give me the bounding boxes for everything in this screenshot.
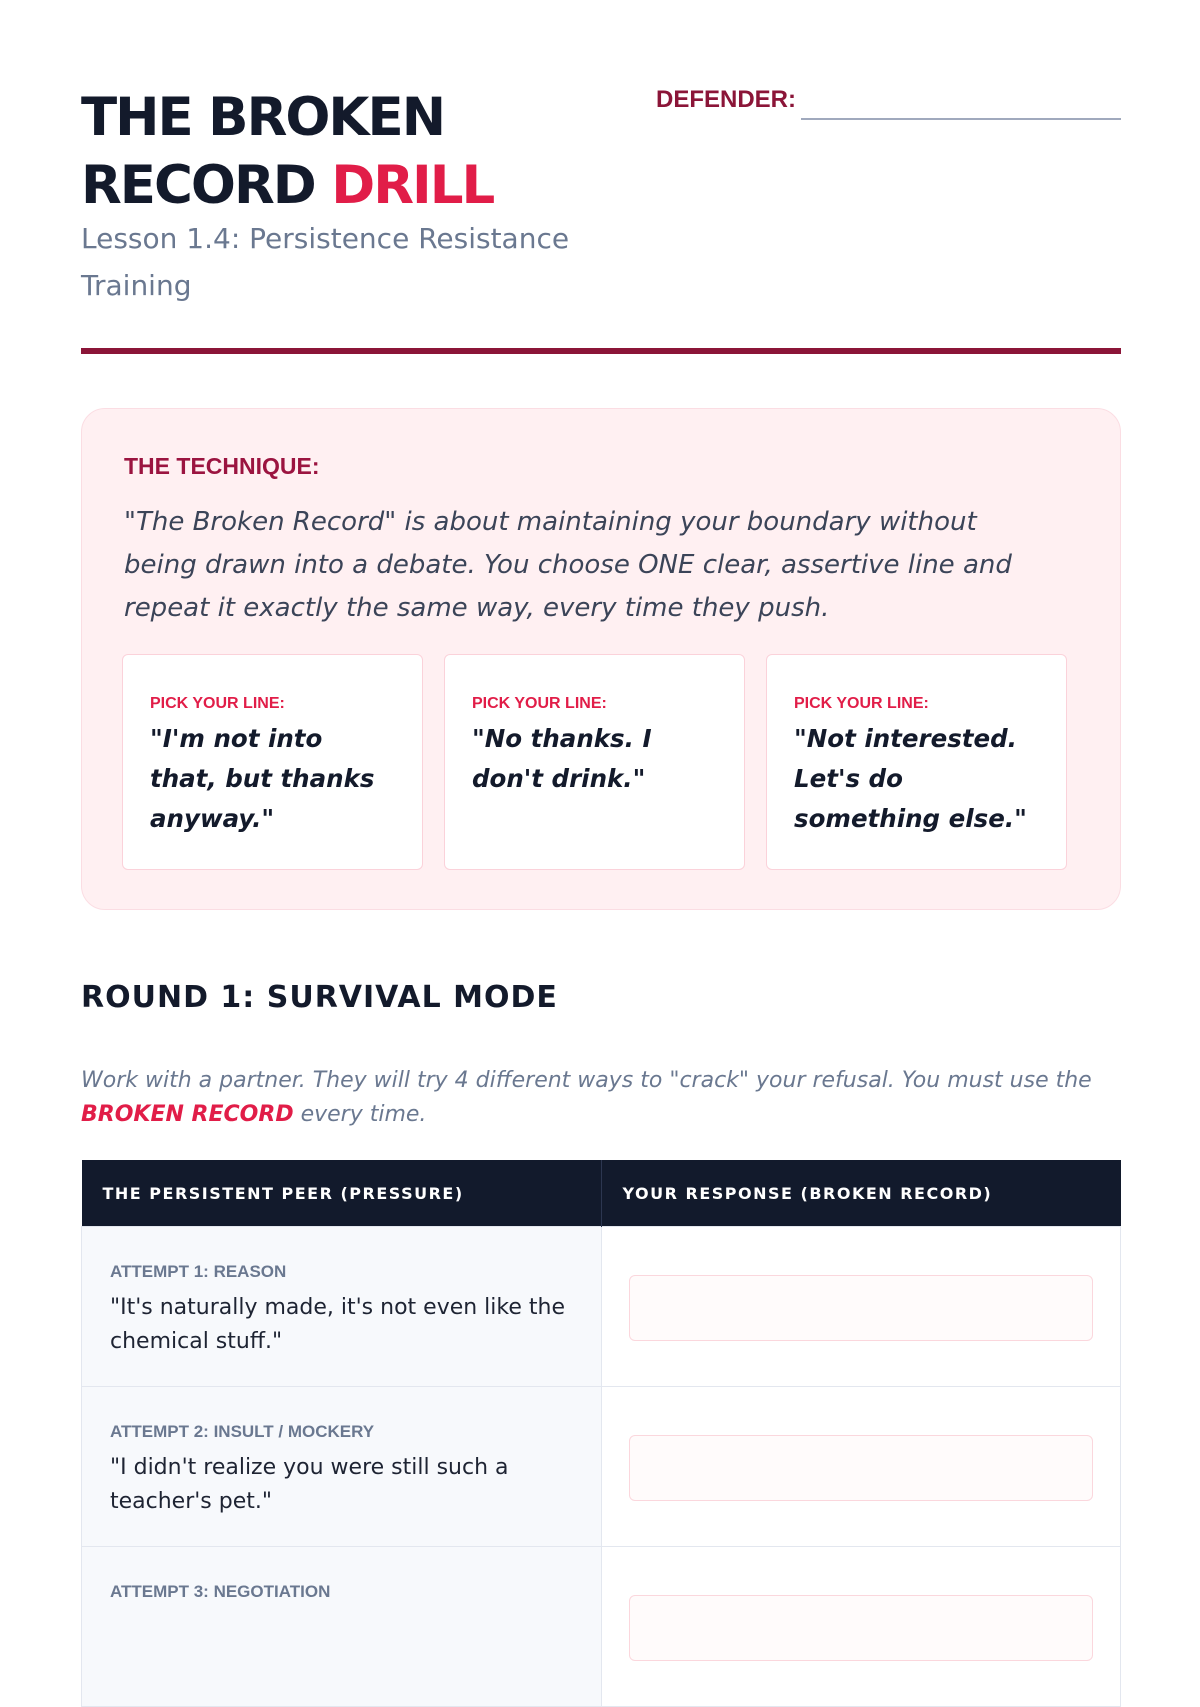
title-accent: DRILL bbox=[331, 155, 494, 216]
line-option-label: PICK YOUR LINE: bbox=[150, 695, 285, 712]
attempt-label: ATTEMPT 3: NEGOTIATION bbox=[110, 1582, 331, 1601]
column-header-response: YOUR RESPONSE (BROKEN RECORD) bbox=[601, 1160, 1121, 1227]
table-row bbox=[82, 1387, 1121, 1547]
peer-cell bbox=[82, 1387, 602, 1547]
defender-field bbox=[656, 86, 1121, 122]
attempt-label: ATTEMPT 2: INSULT / MOCKERY bbox=[110, 1422, 375, 1441]
response-cell bbox=[601, 1387, 1121, 1547]
title-line-1: THE BROKEN bbox=[81, 87, 445, 148]
round-instructions bbox=[81, 1064, 1121, 1132]
line-option-card[interactable] bbox=[444, 654, 745, 870]
drill-table bbox=[81, 1160, 1121, 1707]
attempt-quote: "I didn't realize you were still such a teacher's pet." bbox=[110, 1455, 509, 1514]
line-option-label: PICK YOUR LINE: bbox=[794, 695, 929, 712]
response-cell bbox=[601, 1547, 1121, 1707]
instructions-text-end: every time. bbox=[293, 1102, 427, 1127]
line-option-text: "I'm not into that, but thanks anyway." bbox=[150, 724, 375, 833]
line-option-text: "No thanks. I don't drink." bbox=[472, 724, 652, 793]
peer-cell bbox=[82, 1227, 602, 1387]
technique-box bbox=[81, 408, 1121, 910]
attempt-label: ATTEMPT 1: REASON bbox=[110, 1262, 287, 1281]
line-option-card[interactable] bbox=[122, 654, 423, 870]
line-option-text: "Not interested. Let's do something else." bbox=[794, 724, 1027, 833]
page-title bbox=[81, 84, 493, 220]
line-option-card[interactable] bbox=[766, 654, 1067, 870]
title-line-2: RECORD bbox=[81, 155, 315, 216]
response-input[interactable] bbox=[629, 1275, 1093, 1341]
header-divider bbox=[81, 348, 1121, 354]
technique-description: "The Broken Record" is about maintaining your boundary without being drawn into a debate. You choose ONE clear, assertive line and repeat it exactly the same way, every time they push. bbox=[124, 507, 1012, 623]
lesson-subtitle: Lesson 1.4: Persistence Resistance Training bbox=[81, 222, 570, 302]
round-title: ROUND 1: SURVIVAL MODE bbox=[81, 980, 558, 1015]
instructions-text: Work with a partner. They will try 4 different ways to "crack" your refusal. You must use the bbox=[81, 1068, 1092, 1093]
peer-cell bbox=[82, 1547, 602, 1707]
attempt-quote: "It's naturally made, it's not even like the chemical stuff." bbox=[110, 1295, 565, 1354]
response-cell bbox=[601, 1227, 1121, 1387]
line-option-label: PICK YOUR LINE: bbox=[472, 695, 607, 712]
defender-label: DEFENDER: bbox=[656, 86, 797, 113]
technique-label: THE TECHNIQUE: bbox=[124, 453, 320, 479]
defender-name-line[interactable] bbox=[801, 118, 1121, 120]
column-header-peer: THE PERSISTENT PEER (PRESSURE) bbox=[82, 1160, 602, 1227]
instructions-emphasis: BROKEN RECORD bbox=[81, 1102, 294, 1127]
response-input[interactable] bbox=[629, 1595, 1093, 1661]
table-row bbox=[82, 1227, 1121, 1387]
table-header-row bbox=[82, 1160, 1121, 1227]
response-input[interactable] bbox=[629, 1435, 1093, 1501]
table-row bbox=[82, 1547, 1121, 1707]
